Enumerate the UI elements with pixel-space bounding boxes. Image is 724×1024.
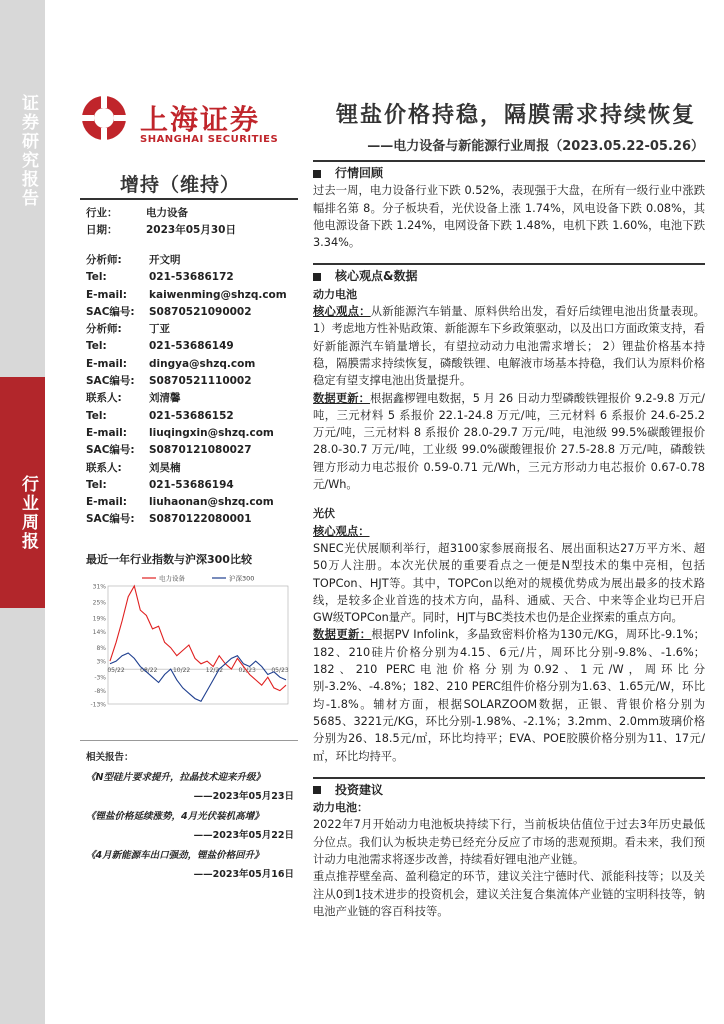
contact-row	[86, 460, 287, 477]
battery-data-key: 数据更新：	[313, 391, 371, 405]
contact-value: 021-53686152	[149, 409, 234, 422]
subsection-battery: 动力电池	[313, 287, 357, 301]
section-heading	[313, 782, 705, 799]
contact-row	[86, 287, 287, 304]
x-tick-label: 05/23	[271, 667, 289, 675]
contact-row	[86, 477, 287, 494]
x-tick-label: 10/22	[172, 667, 191, 675]
pv-data	[313, 626, 705, 764]
battery-view	[313, 303, 705, 389]
contact-key: E-mail:	[86, 426, 127, 439]
related-report-date: ——2023年05月16日	[193, 869, 294, 880]
contact-value: 021-53686149	[149, 340, 234, 353]
logo-name-en: SHANGHAI SECURITIES	[140, 134, 279, 145]
y-tick-label: 8%	[96, 645, 106, 653]
contact-key: Tel:	[86, 340, 107, 353]
contact-email[interactable]: kaiwenming@shzq.com	[149, 288, 287, 301]
industry-row	[86, 205, 188, 220]
investment-rating: 增持（维持）	[120, 174, 241, 196]
subsection-invest-battery: 动力电池：	[313, 801, 368, 815]
main-content	[313, 160, 705, 920]
x-tick-label: 08/22	[140, 667, 158, 675]
industry-value: 电力设备	[146, 207, 188, 219]
y-tick-label: 25%	[92, 599, 106, 607]
y-tick-label: -13%	[90, 701, 106, 709]
y-tick-label: -3%	[94, 674, 106, 682]
y-tick-label: 3%	[96, 658, 106, 666]
contact-row	[86, 390, 287, 407]
contact-row	[86, 304, 287, 321]
related-heading: 相关报告：	[86, 752, 134, 763]
battery-data	[313, 390, 705, 494]
contact-row	[86, 338, 287, 355]
date-key: 日期：	[86, 224, 118, 236]
x-tick-label: 12/22	[205, 667, 224, 675]
contact-value: S0870121080027	[149, 444, 252, 457]
contact-key: SAC编号:	[86, 444, 135, 457]
contact-row	[86, 252, 287, 269]
section-heading	[313, 165, 705, 182]
related-report-date: ——2023年05月23日	[193, 791, 294, 802]
battery-data-text: 根据鑫椤锂电数据，5 月 26 日动力型磷酸铁锂报价 9.2-9.8 万元/吨，三元材料 5 系报价 22.1-24.8 万元/吨，三元材料 6 系报价 24.6-25.2 万元/吨，三元材料 8 系报价 28.0-29.7 万元/吨，电池级 99.5%碳酸锂报价 28.0-30.7 万元/吨，工业级 99.0%碳酸锂报价 27.5-28.8 万元/吨，磷酸铁锂方形动力电芯报价 0.59-0.71 元/Wh，三元方形动力电芯报价 0.67-0.78 元/Wh。	[313, 391, 705, 492]
sidebar-report-type: 证券研究报告	[18, 94, 38, 208]
y-tick-label: -8%	[94, 688, 106, 696]
section-divider	[313, 160, 705, 162]
contact-email[interactable]: liuqingxin@shzq.com	[149, 426, 274, 439]
pv-data-key: 数据更新：	[313, 628, 372, 642]
sidebar-category-label: 行业周报	[18, 475, 38, 551]
report-title: 锂盐价格持稳，隔膜需求持续恢复	[335, 102, 696, 128]
contact-row	[86, 269, 287, 286]
contact-key: 联系人:	[86, 461, 122, 474]
contact-value: 021-53686194	[149, 478, 234, 491]
contact-row	[86, 511, 287, 528]
contact-value: 丁亚	[149, 323, 170, 336]
pv-view-key: 核心观点：	[313, 524, 370, 538]
contact-key: 分析师:	[86, 323, 122, 336]
subsection-pv: 光伏	[313, 507, 335, 521]
industry-key: 行业：	[86, 207, 118, 219]
related-report-title[interactable]: 《N型硅片要求提升，拉晶技术迎来升级》	[86, 771, 265, 783]
market-review-text: 过去一周，电力设备行业下跌 0.52%，表现强于大盘，在所有一级行业中涨跌幅排名第 8。分子板块看，光伏设备上涨 1.74%，风电设备下跌 0.08%，其他电源设备下跌 1.24%，电网设备下跌 1.48%，电机下跌 1.60%，电池下跌 3.34%。	[313, 184, 705, 250]
contact-row	[86, 373, 287, 390]
legend-label: 沪深300	[229, 574, 255, 583]
report-subtitle: ——电力设备与新能源行业周报（2023.05.22-05.26）	[367, 139, 704, 154]
y-tick-label: 14%	[92, 629, 106, 637]
contact-value: 021-53686172	[149, 271, 234, 284]
square-bullet-icon	[313, 170, 321, 178]
square-bullet-icon	[313, 273, 321, 281]
date-value: 2023年05月30日	[146, 224, 236, 236]
related-report-date: ——2023年05月22日	[193, 830, 294, 841]
sidebar-top-band	[0, 0, 45, 377]
section-divider	[313, 777, 705, 779]
chart-frame	[108, 586, 288, 704]
series-line	[110, 586, 289, 691]
contact-key: 分析师:	[86, 254, 122, 266]
contact-value: S0870122080001	[149, 513, 252, 526]
section-heading-text: 行情回顾	[335, 166, 384, 180]
rating-divider	[80, 198, 298, 200]
invest-paragraph-2: 重点推荐壁垒高、盈利稳定的环节，建议关注宁德时代、派能科技等；以及关注从0到1技术进步的投资机会，建议关注复合集流体产业链的宝明科技等，钠电池产业链的容百科技等。	[313, 870, 705, 918]
y-tick-label: 19%	[92, 615, 106, 623]
related-report-title[interactable]: 《锂盐价格延续涨势，4月光伏装机高增》	[86, 810, 264, 822]
contact-key: E-mail:	[86, 496, 127, 509]
contact-value: 刘清馨	[149, 392, 181, 405]
x-tick-label: 02/23	[238, 667, 256, 675]
contact-email[interactable]: dingya@shzq.com	[149, 357, 256, 370]
invest-paragraph-1: 2022年7月开始动力电池板块持续下行，当前板块估值位于过去3年历史最低分位点。我们认为板块走势已经充分反应了市场的悲观预期。看未来，我们预计动力电池需求将逐步改善，持续看好锂电池产业链。	[313, 818, 705, 866]
contact-email[interactable]: liuhaonan@shzq.com	[149, 496, 274, 509]
pv-view-text: SNEC光伏展顺利举行，超3100家参展商报名、展出面积达27万平方米、超50万人注册。本次光伏展的重要看点之一便是N型技术的集中亮相，包括TOPCon、HJT等。其中，TOPCon以绝对的规模优势成为展出最多的技术路线，是较多企业首选的技术方向，晶科、通威、天合、中来等企业均已开启GW级TOPCon量产。同时，HJT与BC类技术也仍是企业探索的重点方向。	[313, 541, 705, 625]
related-report-title[interactable]: 《4月新能源车出口强劲，锂盐价格回升》	[86, 849, 264, 861]
contact-key: E-mail:	[86, 288, 127, 301]
battery-view-key: 核心观点：	[313, 305, 371, 319]
contact-key: SAC编号:	[86, 305, 135, 318]
contact-value: 开文明	[149, 254, 181, 266]
chart-title: 最近一年行业指数与沪深300比较	[86, 553, 252, 566]
date-row	[86, 222, 236, 237]
related-divider	[80, 740, 298, 741]
contact-row	[86, 321, 287, 338]
contact-key: Tel:	[86, 478, 107, 491]
logo-name-cn: 上海证券	[140, 103, 261, 136]
index-comparison-chart	[82, 572, 294, 712]
y-tick-label: 31%	[92, 583, 106, 591]
sidebar-bottom-band	[0, 608, 45, 1024]
contact-key: Tel:	[86, 409, 107, 422]
legend-label: 电力设备	[159, 574, 185, 583]
x-tick-label: 05/22	[107, 667, 125, 675]
contact-row	[86, 494, 287, 511]
section-heading-text: 核心观点&数据	[335, 269, 418, 284]
contact-key: SAC编号:	[86, 375, 135, 388]
contact-key: E-mail:	[86, 357, 127, 370]
contact-row	[86, 425, 287, 442]
section-heading	[313, 268, 705, 285]
related-reports	[86, 748, 294, 885]
battery-view-text: 从新能源汽车销量、原料供给出发，看好后续锂电池出货量表现。1）考虑地方性补贴政策、新能源车下乡政策驱动，以及出口方面政策支持，看好新能源汽车销量增长，有望拉动动力电池需求增长； 2）锂盐价格基本持稳，隔膜需求持续恢复，磷酸铁锂、电解液市场基本持稳，我们认为原料价格稳定有望支撑电池出货量提升。	[313, 305, 705, 388]
contact-row	[86, 442, 287, 459]
section-heading-text: 投资建议	[335, 782, 384, 797]
contact-row	[86, 408, 287, 425]
contact-row	[86, 356, 287, 373]
contact-value: 刘昊楠	[149, 461, 181, 474]
series-line	[110, 653, 289, 701]
contact-key: Tel:	[86, 271, 107, 284]
shanghai-securities-logo-icon	[80, 94, 128, 142]
contacts-list	[86, 252, 287, 529]
contact-value: S0870521110002	[149, 375, 252, 388]
square-bullet-icon	[313, 786, 321, 794]
section-divider	[313, 263, 705, 265]
pv-data-text: 根据PV Infolink，多晶致密料价格为130元/KG，周环比-9.1%；182、210硅片价格分别为4.15、6元/片，周环比分别-9.8%、-1.6%；182、210 PERC电池价格分别为0.92、1元/W，周环比分别-3.2%、-4.8%；182、210 PERC组件价格分别为1.63、1.65元/W，环比均-1.8%。辅材方面，根据SOLARZOOM数据，正银、背银价格分别为5685、3221元/KG，环比分别-1.98%、-2.1%；3.2mm、2.0mm玻璃价格分别为26、18.5元/㎡，环比均持平；EVA、POE胶膜价格分别为11、17元/㎡，环比均持平。	[313, 628, 705, 763]
contact-key: SAC编号:	[86, 513, 135, 526]
contact-key: 联系人:	[86, 392, 122, 405]
contact-value: S0870521090002	[149, 305, 252, 318]
sidebar-category-band	[0, 377, 45, 608]
